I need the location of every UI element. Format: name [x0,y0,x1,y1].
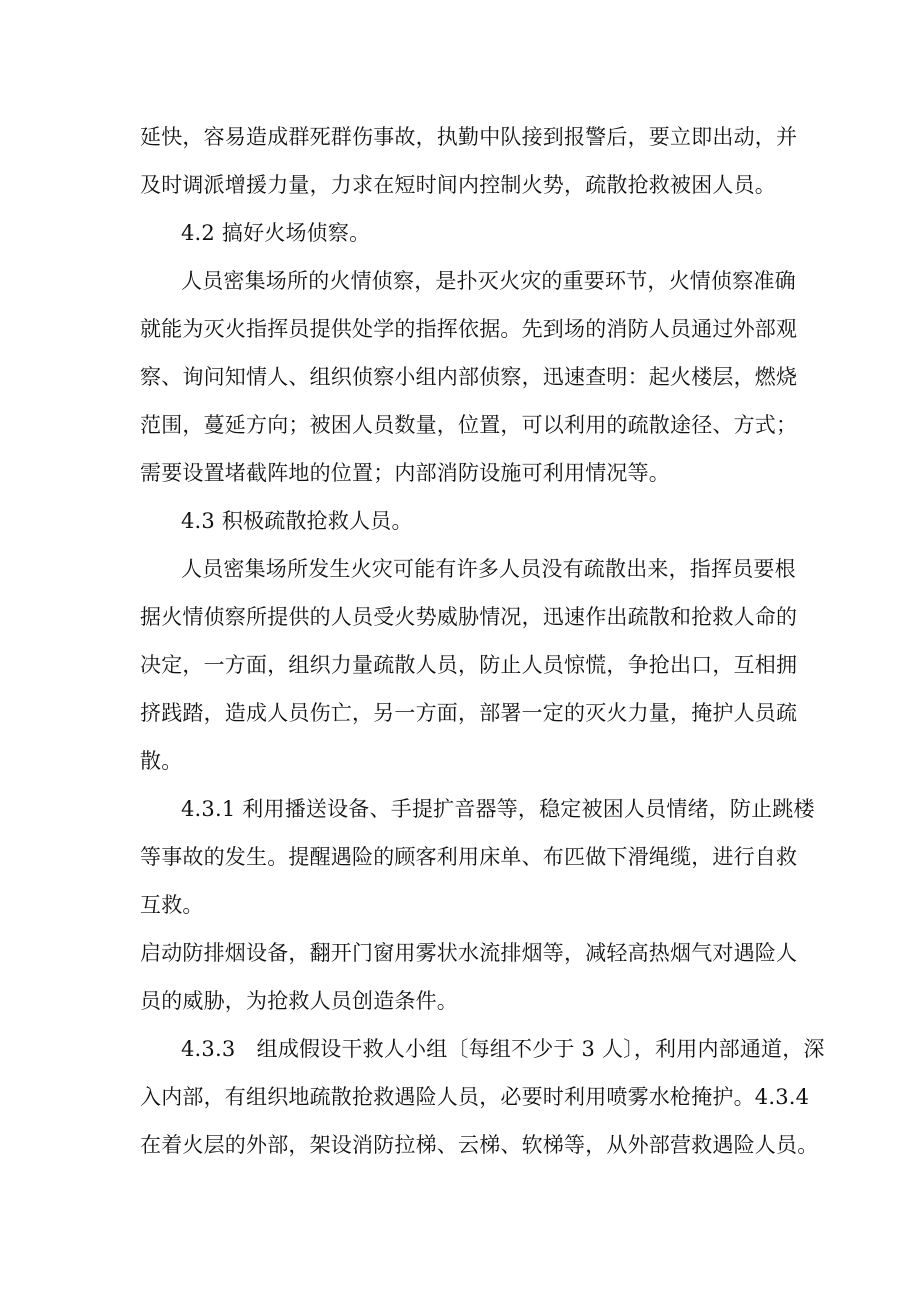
paragraph-line: 员的威胁，为抢救人员创造条件。 [140,989,458,1013]
paragraph-line: 决定，一方面，组织力量疏散人员，防止人员惊慌，争抢出口，互相拥 [140,653,798,677]
paragraph-line: 启动防排烟设备，翻开门窗用雾状水流排烟等，减轻高热烟气对遇险人 [140,941,798,965]
paragraph-line: 就能为灭火指挥员提供处学的指挥依据。先到场的消防人员通过外部观 [140,317,798,341]
paragraph-line: 互救。 [140,893,204,917]
paragraph-line: 入内部，有组织地疏散抢救遇险人员，必要时利用喷雾水枪掩护。4.3.4 [140,1085,810,1109]
paragraph-line: 散。 [140,749,183,773]
paragraph-line: 人员密集场所的火情侦察，是扑灭火灾的重要环节，火情侦察准确 [181,269,796,293]
paragraph-line: 在着火层的外部，架设消防拉梯、云梯、软梯等，从外部营救遇险人员。 [140,1133,819,1157]
paragraph-line: 4.3.1 利用播送设备、手提扩音器等，稳定被困人员情绪，防止跳楼 [181,797,815,821]
paragraph-line: 等事故的发生。提醒遇险的顾客利用床单、布匹做下滑绳缆，进行自救 [140,845,798,869]
paragraph-line: 察、询问知情人、组织侦察小组内部侦察，迅速查明：起火楼层，燃烧 [140,365,798,389]
section-heading: 4.2 搞好火场侦察。 [181,221,371,245]
paragraph-line: 人员密集场所发生火灾可能有许多人员没有疏散出来，指挥员要根 [181,557,796,581]
paragraph-line: 据火情侦察所提供的人员受火势威胁情况，迅速作出疏散和抢救人命的 [140,605,798,629]
section-heading: 4.3 积极疏散抢救人员。 [181,509,413,533]
paragraph-line: 4.3.3 组成假设干救人小组〔每组不少于 3 人〕，利用内部通道，深 [181,1037,825,1061]
paragraph-line: 范围，蔓延方向；被困人员数量，位置，可以利用的疏散途径、方式； [140,413,798,437]
paragraph-line: 及时调派增援力量，力求在短时间内控制火势，疏散抢救被困人员。 [140,173,776,197]
paragraph-line: 延快，容易造成群死群伤事故，执勤中队接到报警后，要立即出动，并 [140,125,798,149]
paragraph-line: 挤践踏，造成人员伤亡，另一方面，部署一定的灭火力量，掩护人员疏 [140,701,798,725]
paragraph-line: 需要设置堵截阵地的位置；内部消防设施可利用情况等。 [140,461,670,485]
